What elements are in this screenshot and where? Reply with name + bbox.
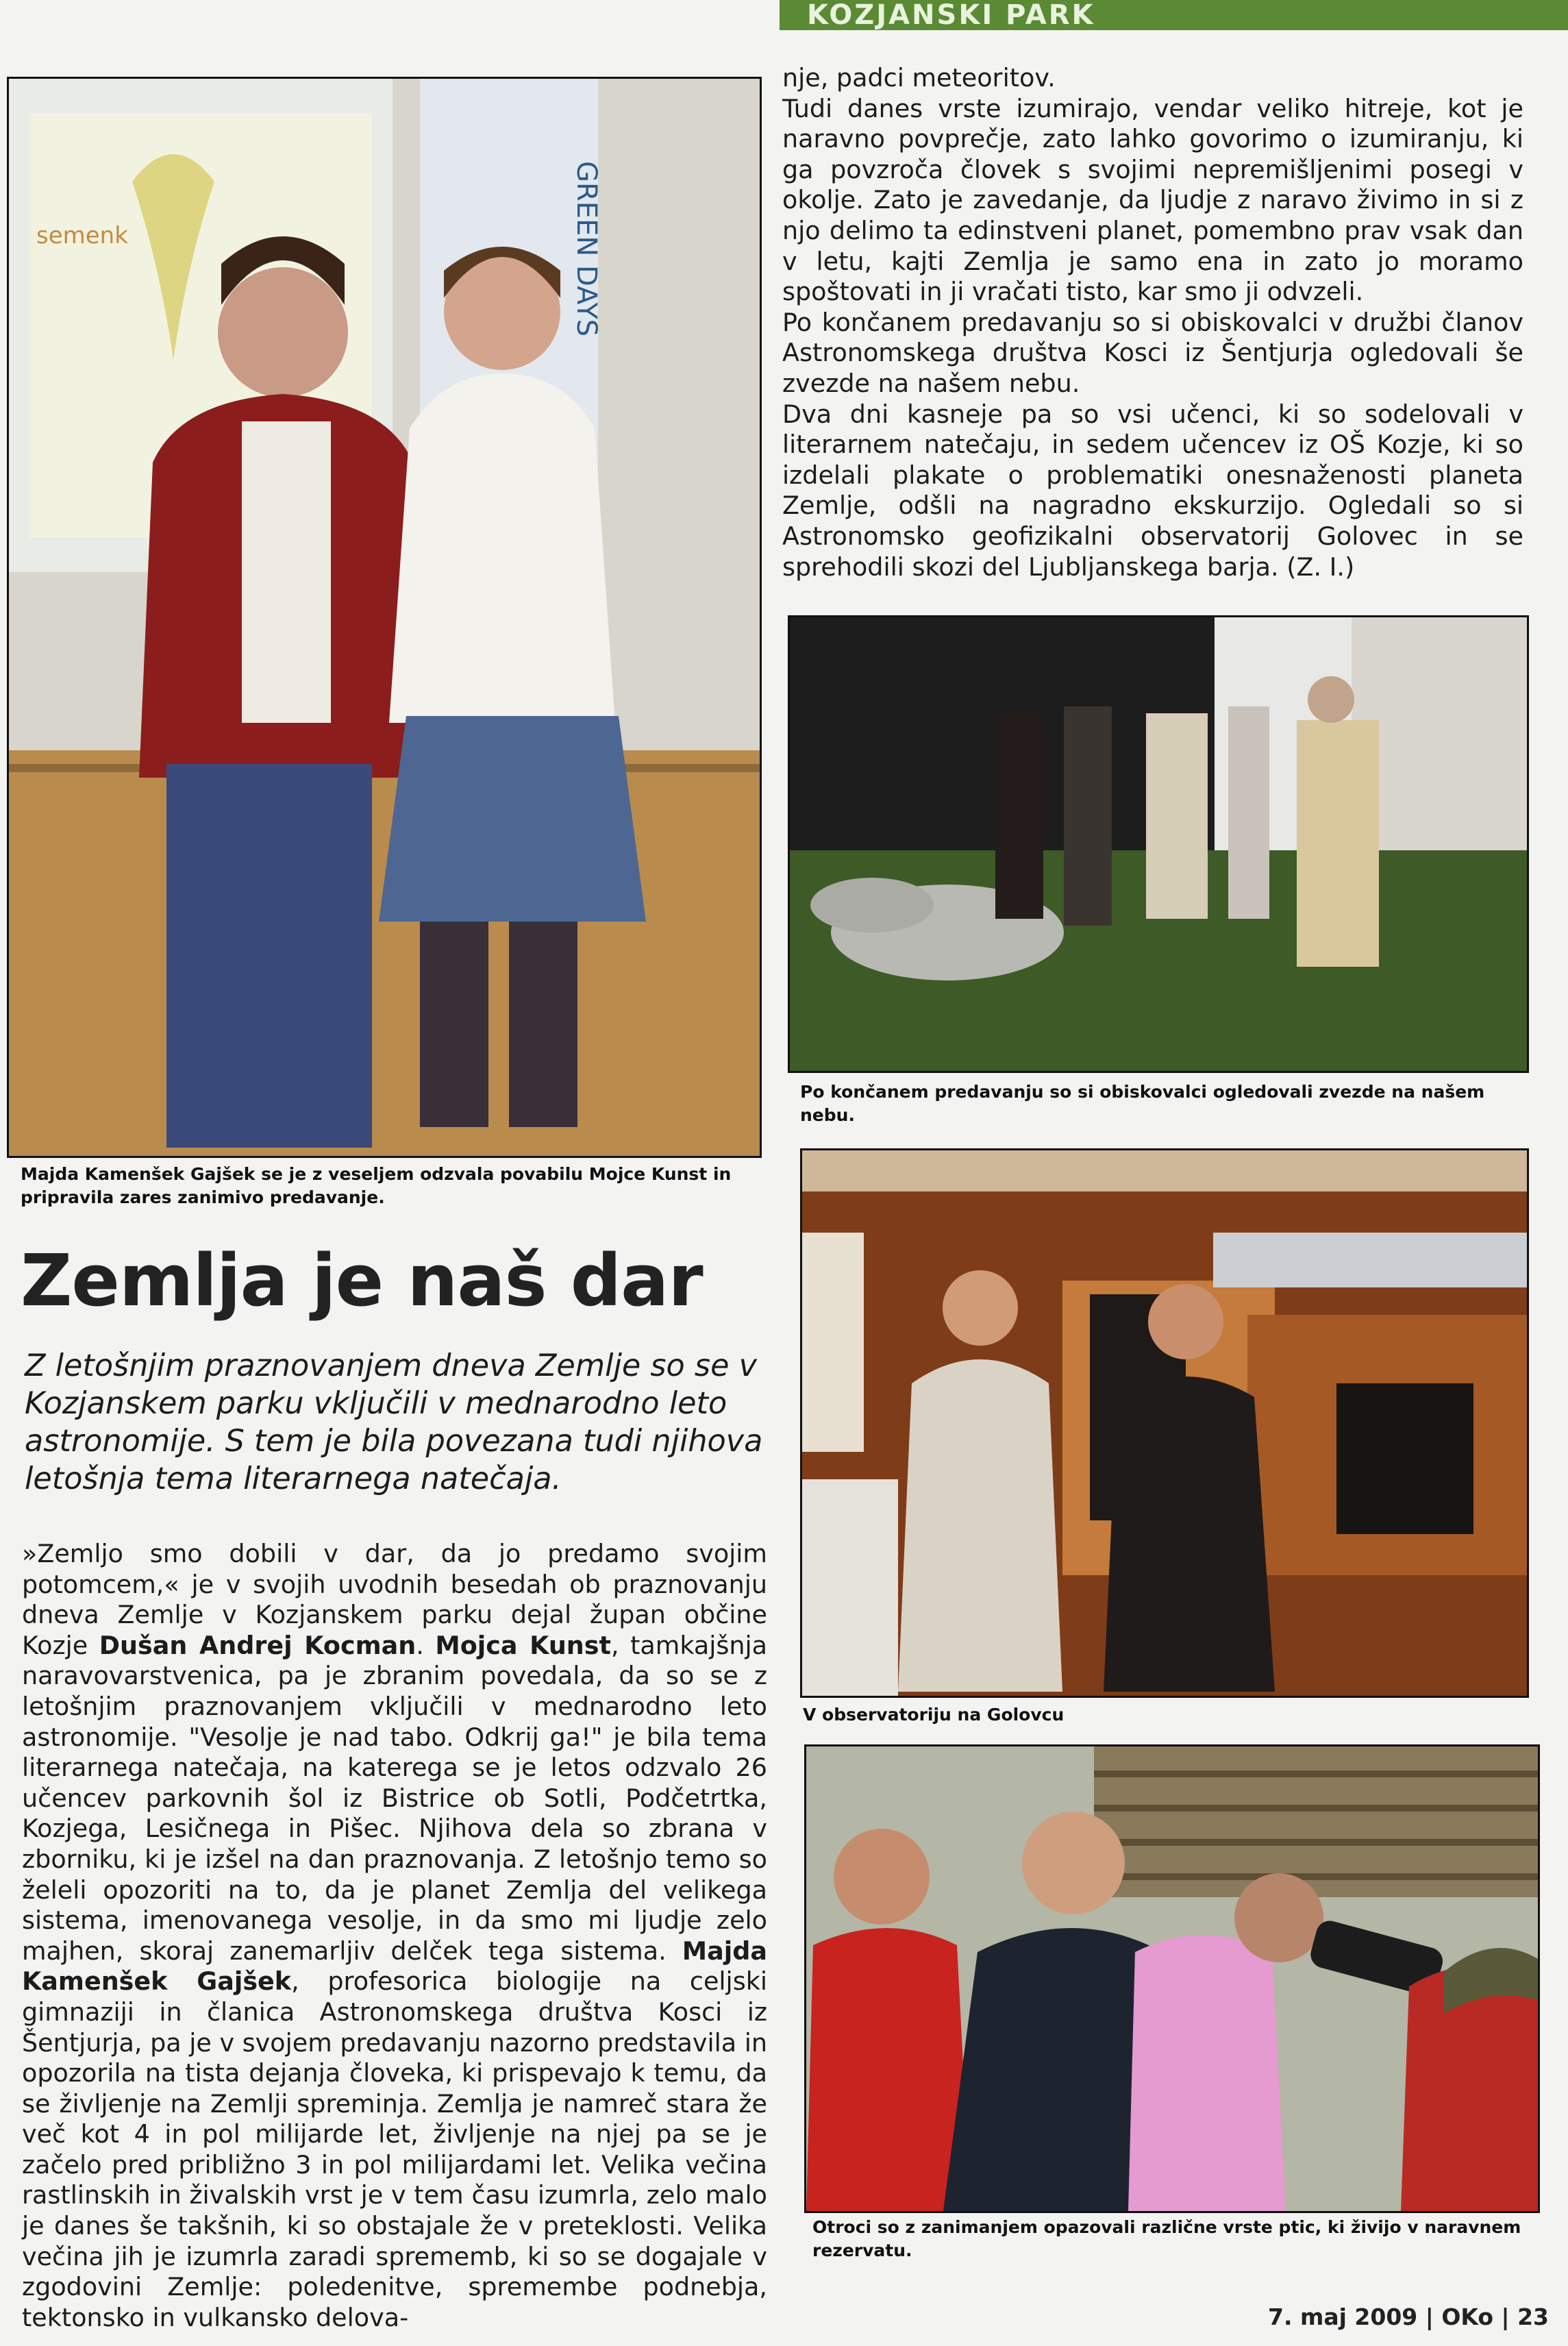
photo-lecturers [7, 77, 762, 1158]
section-header: KOZJANSKI PARK [780, 0, 1568, 30]
paragraph: Tudi danes vrste izumirajo, vendar veliko hitreje, kot je naravno povprečje, zato lahko govorimo o izumiranju, ki ga povzroča človek s svojimi nepremišljenimi posegi v okolje. Zato je zavedanje, da ljudje z naravo živimo in si z njo delimo ta edinstveni planet, pomembno prav vsak dan v letu, kajti Zemlja je samo ena in zato jo moramo spoštovati in ji vračati tisto, kar smo ji odvzeli. [782, 93, 1523, 307]
magazine-name: OKo [1441, 2304, 1494, 2330]
screen-text: semenk [36, 222, 128, 249]
article-headline: Zemlja je naš dar [21, 1239, 703, 1322]
caption-photo-observatory: V observatoriju na Golovcu [803, 1705, 1065, 1725]
text-run: , tamkajšnja naravovarstvenica, pa je zbranim povedala, da so se z letošnjim praznovanjem vključili v mednarodno leto astronomije. "Vesolje je nad tabo. Odkrij ga!" je bila tema literarnega natečaja, na katerega se je letos odzvalo 26 učencev parkovnih šol iz Bistrice ob Sotli, Podčetrtka, Kozjega, Lesičnega in Pišec. Njihova dela so zbrana v zborniku, ki je izšel na dan praznovanja. Z letošnjo temo so želeli opozoriti na to, da je planet Zemlja del velikega sistema, imenovanega vesolje, in da smo mi ljudje zelo majhen, skoraj zanemarljiv delček tega sistema. [22, 1630, 767, 1966]
paragraph: Dva dni kasneje pa so vsi učenci, ki so sodelovali v literarnem natečaju, in sedem učencev iz OŠ Kozje, ki so izdelali plakate o problematiki onesnaženosti planeta Zemlje, odšli na nagradno ekskurzijo. Ogledali so si Astronomsko geofizikalni observatorij Golovec in se sprehodili skozi del Ljubljanskega barja. (Z. I.) [782, 399, 1523, 582]
page-number: 23 [1517, 2304, 1549, 2330]
person-name: Dušan Andrej Kocman [99, 1630, 416, 1660]
issue-date: 7. maj 2009 [1267, 2304, 1418, 2330]
paragraph [22, 1539, 767, 2333]
article-lead: Z letošnjim praznovanjem dneva Zemlje so se v Kozjanskem parku vključili v mednarodno leto astronomije. S tem je bila povezana tudi njihova letošnja tema literarnega natečaja. [25, 1348, 763, 1496]
photo-birdwatching [804, 1744, 1540, 2213]
text-run: . [416, 1630, 436, 1660]
caption-photo-stargazing: Po končanem predavanju so si obiskovalci ogledovali zvezde na našem nebu. [800, 1082, 1485, 1125]
caption-photo-birdwatching: Otroci so z zanimanjem opazovali različne vrste ptic, ki živijo v naravnem rezervatu. [812, 2217, 1521, 2260]
left-column-text [22, 1539, 767, 2333]
person-name: Majda Kamenšek Gajšek [22, 1936, 767, 1997]
right-column-text [782, 63, 1523, 582]
photo-stargazing [788, 615, 1529, 1073]
caption-photo-lecturers: Majda Kamenšek Gajšek se je z veseljem odzvala povabilu Mojce Kunst in pripravila zares zanimivo predavanje. [21, 1164, 732, 1207]
text-run: »Zemljo smo dobili v dar, da jo predamo svojim potomcem,« je v svojih uvodnih besedah ob praznovanju dneva Zemlje v Kozjanskem parku dejal župan občine Kozje [22, 1539, 767, 1660]
paragraph: nje, padci meteoritov. [782, 63, 1056, 92]
paragraph: Po končanem predavanju so si obiskovalci v družbi članov Astronomskega društva Kosci iz Šentjurja ogledovali še zvezde na našem nebu. [782, 307, 1523, 398]
photo-observatory [800, 1148, 1529, 1698]
text-run: , profesorica biologije na celjski gimnaziji in članica Astronomskega društva Kosci iz Šentjurja, pa je v svojem predavanju nazorno predstavila in opozorila na tista dejanja človeka, ki prispevajo k temu, da se življenje na Zemlji spreminja. Zemlja je namreč stara že več kot 4 in pol milijarde let, življenje na njej pa se je začelo pred približno 3 in pol milijardami let. Velika večina rastlinskih in živalskih vrst je v tem času izumrla, zelo malo je danes še takšnih, ki so obstajale že v preteklosti. Velika večina jih je izumrla zaradi sprememb, ki so se dogajale v zgodovini Zemlje: poledenitve, spremembe podnebja, tektonsko in vulkansko delova- [22, 1966, 767, 2332]
person-name: Mojca Kunst [435, 1630, 611, 1660]
banner-text: GREEN DAYS [571, 161, 602, 337]
page-footer: 7. maj 2009 | OKo | 23 [1267, 2304, 1549, 2330]
